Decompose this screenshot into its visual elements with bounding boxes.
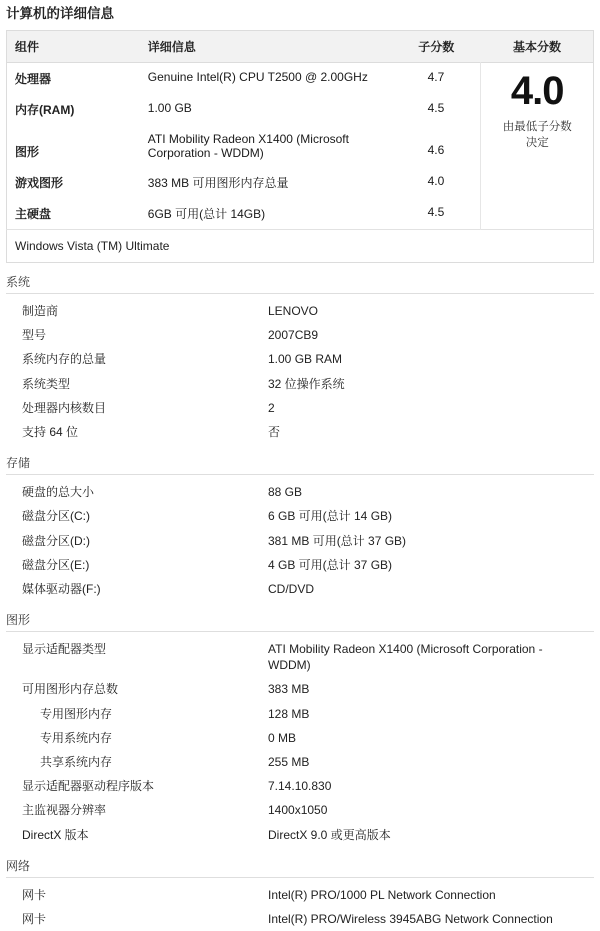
detail-label: 显示适配器驱动程序版本 bbox=[22, 779, 155, 794]
os-name: Windows Vista (TM) Ultimate bbox=[7, 230, 481, 263]
section-title bbox=[6, 857, 594, 881]
detail-label: 显示适配器类型 bbox=[22, 642, 107, 657]
detail-value: 383 MB bbox=[268, 682, 310, 697]
detail-value: ATI Mobility Radeon X1400 (Microsoft Corporation - WDDM) bbox=[268, 642, 543, 673]
detail-label: 制造商 bbox=[22, 304, 59, 318]
row-component: 内存(RAM) bbox=[15, 103, 75, 117]
base-score-value: 4.0 bbox=[510, 69, 564, 113]
detail-label: 系统类型 bbox=[22, 376, 71, 391]
table-row bbox=[7, 63, 594, 95]
detail-row bbox=[6, 504, 594, 528]
detail-value: Intel(R) PRO/Wireless 3945ABG Network Connection bbox=[268, 911, 553, 926]
row-subscore: 4.5 bbox=[427, 205, 445, 219]
row-details: 6GB 可用(总计 14GB) bbox=[147, 207, 266, 221]
detail-value: 否 bbox=[268, 424, 281, 439]
detail-row bbox=[6, 347, 594, 371]
detail-value: 255 MB bbox=[268, 755, 310, 769]
detail-value: CD/DVD bbox=[268, 581, 315, 596]
section-rows bbox=[6, 480, 594, 601]
section-rows bbox=[6, 299, 594, 444]
detail-row bbox=[6, 372, 594, 396]
detail-row bbox=[6, 396, 594, 420]
section-divider bbox=[6, 877, 594, 878]
detail-value: 1.00 GB RAM bbox=[268, 352, 343, 367]
detail-value: 6 GB 可用(总计 14 GB) bbox=[268, 509, 393, 524]
detail-row bbox=[6, 553, 594, 577]
section-title-label: 图形 bbox=[6, 613, 31, 628]
detail-row bbox=[6, 798, 594, 822]
detail-label: 系统内存的总量 bbox=[22, 352, 107, 367]
base-score-cell bbox=[481, 63, 594, 230]
header-details: 详细信息 bbox=[147, 40, 196, 54]
detail-label: 网卡 bbox=[22, 887, 47, 902]
detail-value: 7.14.10.830 bbox=[268, 779, 332, 794]
detail-row bbox=[6, 480, 594, 504]
row-subscore: 4.6 bbox=[427, 143, 445, 157]
detail-row bbox=[6, 907, 594, 931]
detail-row bbox=[6, 702, 594, 726]
table-header-row bbox=[7, 31, 594, 63]
row-subscore: 4.0 bbox=[427, 174, 445, 188]
detail-label: 可用图形内存总数 bbox=[22, 682, 119, 697]
detail-row bbox=[6, 883, 594, 907]
header-subscore: 子分数 bbox=[418, 40, 455, 54]
page-title: 计算机的详细信息 bbox=[6, 6, 114, 21]
detail-value: 381 MB 可用(总计 37 GB) bbox=[268, 533, 407, 548]
detail-row bbox=[6, 299, 594, 323]
detail-value: 4 GB 可用(总计 37 GB) bbox=[268, 557, 393, 572]
os-row bbox=[7, 230, 594, 263]
detail-row bbox=[6, 529, 594, 553]
detail-label: 磁盘分区(E:) bbox=[22, 557, 90, 572]
row-component: 主硬盘 bbox=[15, 207, 52, 221]
detail-value: 1400x1050 bbox=[268, 803, 328, 818]
row-details: Genuine Intel(R) CPU T2500 @ 2.00GHz bbox=[147, 70, 368, 84]
row-details: 383 MB 可用图形内存总量 bbox=[147, 176, 289, 190]
section-title-label: 网络 bbox=[6, 858, 31, 873]
detail-row bbox=[6, 577, 594, 601]
detail-row bbox=[6, 677, 594, 701]
detail-value: 128 MB bbox=[268, 706, 310, 721]
detail-row bbox=[6, 774, 594, 798]
detail-value: LENOVO bbox=[268, 304, 319, 318]
section-title bbox=[6, 273, 594, 297]
row-component: 游戏图形 bbox=[15, 176, 64, 190]
section-rows bbox=[6, 883, 594, 931]
section bbox=[6, 847, 594, 931]
base-score-note: 由最低子分数决定 bbox=[502, 121, 572, 149]
detail-value: 88 GB bbox=[268, 485, 303, 500]
section bbox=[6, 263, 594, 444]
detail-label: 支持 64 位 bbox=[22, 424, 79, 439]
section-divider bbox=[6, 293, 594, 294]
detail-label: 网卡 bbox=[22, 911, 47, 926]
detail-sections bbox=[0, 263, 600, 931]
performance-score-table bbox=[6, 30, 594, 263]
section-title bbox=[6, 454, 594, 478]
detail-row bbox=[6, 726, 594, 750]
section-rows bbox=[6, 637, 594, 847]
detail-row bbox=[6, 420, 594, 444]
detail-label: 硬盘的总大小 bbox=[22, 485, 95, 500]
row-details: ATI Mobility Radeon X1400 (Microsoft Corporation - WDDM) bbox=[147, 132, 349, 160]
detail-label: 处理器内核数目 bbox=[22, 400, 107, 415]
detail-label: 磁盘分区(D:) bbox=[22, 533, 90, 548]
detail-label: DirectX 版本 bbox=[22, 827, 89, 842]
detail-value: Intel(R) PRO/1000 PL Network Connection bbox=[268, 887, 496, 902]
row-subscore: 4.5 bbox=[427, 101, 445, 115]
detail-row bbox=[6, 323, 594, 347]
section-title-label: 系统 bbox=[6, 275, 31, 289]
header-base-score: 基本分数 bbox=[512, 40, 561, 54]
detail-label: 共享系统内存 bbox=[40, 755, 113, 769]
row-component: 处理器 bbox=[15, 72, 52, 86]
detail-row bbox=[6, 823, 594, 847]
section-divider bbox=[6, 474, 594, 475]
detail-label: 磁盘分区(C:) bbox=[22, 509, 90, 524]
section bbox=[6, 601, 594, 847]
detail-value: 2007CB9 bbox=[268, 328, 319, 343]
detail-value: 0 MB bbox=[268, 730, 297, 745]
detail-label: 媒体驱动器(F:) bbox=[22, 581, 101, 596]
detail-label: 主监视器分辨率 bbox=[22, 803, 107, 818]
row-subscore: 4.7 bbox=[427, 70, 445, 84]
detail-row bbox=[6, 750, 594, 774]
os-row-spacer bbox=[481, 230, 594, 263]
detail-value: 2 bbox=[268, 400, 275, 415]
section bbox=[6, 444, 594, 601]
row-details: 1.00 GB bbox=[147, 101, 192, 115]
section-title-label: 存储 bbox=[6, 456, 31, 471]
section-divider bbox=[6, 631, 594, 632]
detail-value: 32 位操作系统 bbox=[268, 376, 345, 391]
detail-label: 专用图形内存 bbox=[40, 706, 113, 721]
detail-row bbox=[6, 637, 594, 677]
detail-label: 型号 bbox=[22, 328, 47, 343]
detail-value: DirectX 9.0 或更高版本 bbox=[268, 827, 391, 842]
header-component: 组件 bbox=[15, 40, 40, 54]
detail-label: 专用系统内存 bbox=[40, 730, 113, 745]
section-title bbox=[6, 611, 594, 635]
row-component: 图形 bbox=[15, 145, 40, 159]
